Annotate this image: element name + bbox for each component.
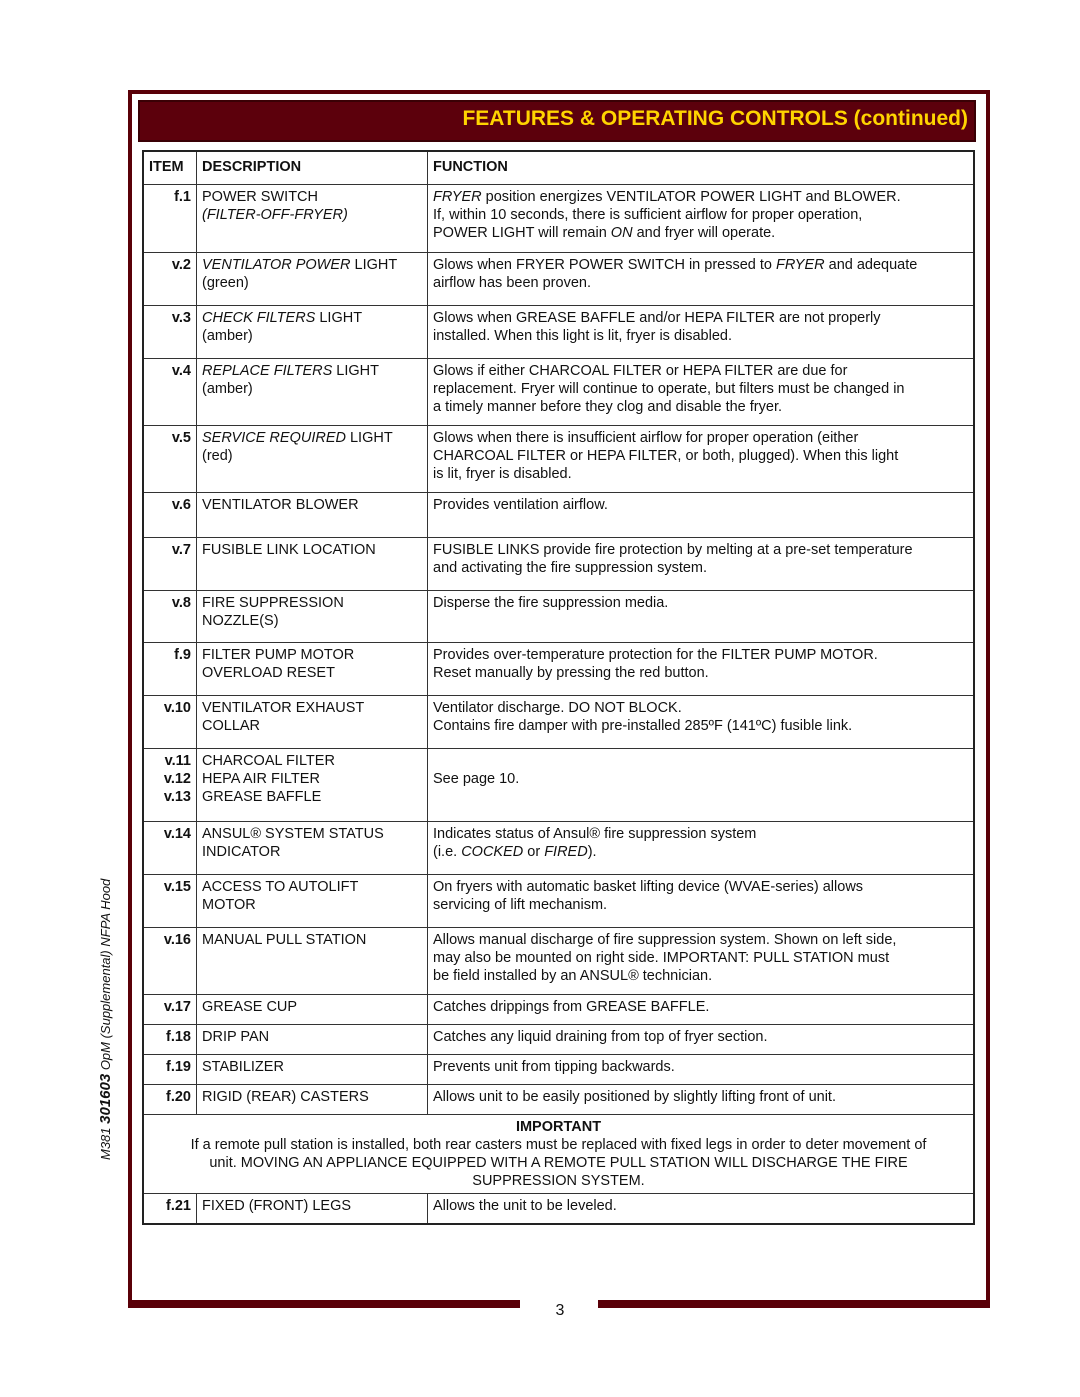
frame-left-border [128, 90, 132, 1308]
page-title: FEATURES & OPERATING CONTROLS (continued) [462, 107, 968, 130]
frame-bottom-right-border [598, 1300, 990, 1308]
function-cell: See page 10. [428, 749, 975, 822]
description-cell: FIXED (FRONT) LEGS [197, 1194, 428, 1224]
frame-bottom-left-border [128, 1300, 520, 1308]
header-description: DESCRIPTION [197, 151, 428, 185]
table-row [143, 185, 974, 253]
table-row [143, 822, 974, 875]
header-item: ITEM [143, 151, 197, 185]
item-code: v.4 [143, 359, 197, 426]
important-notice: IMPORTANT If a remote pull station is installed, both rear casters must be replaced with fixed legs in order to deter movement of unit. MOVING AN APPLIANCE EQUIPPED WITH A REMOTE PULL STATION WILL DISCHARGE THE FIRE SUPPRESSION SYSTEM. [143, 1115, 974, 1194]
function-cell: Allows unit to be easily positioned by slightly lifting front of unit. [428, 1085, 975, 1115]
frame-top-border [128, 90, 990, 94]
description-cell: CHECK FILTERS LIGHT (amber) [197, 306, 428, 359]
function-cell: Disperse the fire suppression media. [428, 591, 975, 643]
function-cell: FRYER position energizes VENTILATOR POWER LIGHT and BLOWER. If, within 10 seconds, there is sufficient airflow for proper operation, POWER LIGHT will remain ON and fryer will operate. [428, 185, 975, 253]
item-code: f.1 [143, 185, 197, 253]
item-code: v.2 [143, 253, 197, 306]
function-cell: Provides ventilation airflow. [428, 493, 975, 538]
item-code: f.21 [143, 1194, 197, 1224]
item-code: v.6 [143, 493, 197, 538]
function-cell: Glows if either CHARCOAL FILTER or HEPA FILTER are due for replacement. Fryer will continue to operate, but filters must be changed in a timely manner before they clog and disable the fryer. [428, 359, 975, 426]
description-cell: SERVICE REQUIRED LIGHT (red) [197, 426, 428, 493]
item-code: v.17 [143, 995, 197, 1025]
item-code: v.16 [143, 928, 197, 995]
table-row [143, 995, 974, 1025]
table-row [143, 749, 974, 822]
function-cell: Prevents unit from tipping backwards. [428, 1055, 975, 1085]
description-cell: POWER SWITCH (FILTER-OFF-FRYER) [197, 185, 428, 253]
table-row [143, 1055, 974, 1085]
function-cell: Allows the unit to be leveled. [428, 1194, 975, 1224]
description-cell: FILTER PUMP MOTOR OVERLOAD RESET [197, 643, 428, 696]
table-row [143, 875, 974, 928]
table-row [143, 928, 974, 995]
item-code: f.19 [143, 1055, 197, 1085]
description-cell: CHARCOAL FILTER HEPA AIR FILTER GREASE BAFFLE [197, 749, 428, 822]
description-cell: VENTILATOR BLOWER [197, 493, 428, 538]
table-row [143, 1025, 974, 1055]
function-cell: Provides over-temperature protection for the FILTER PUMP MOTOR. Reset manually by pressing the red button. [428, 643, 975, 696]
table-row [143, 493, 974, 538]
document-code-sidebar: M381 301603 OpM (Supplemental) NFPA Hood [97, 878, 114, 1160]
description-cell: VENTILATOR EXHAUST COLLAR [197, 696, 428, 749]
function-cell: Ventilator discharge. DO NOT BLOCK. Contains fire damper with pre-installed 285ºF (141ºC) fusible link. [428, 696, 975, 749]
description-cell: GREASE CUP [197, 995, 428, 1025]
description-cell: REPLACE FILTERS LIGHT (amber) [197, 359, 428, 426]
item-code: v.8 [143, 591, 197, 643]
description-cell: MANUAL PULL STATION [197, 928, 428, 995]
important-notice-row [143, 1115, 974, 1194]
item-code: f.18 [143, 1025, 197, 1055]
item-code: f.9 [143, 643, 197, 696]
function-cell: FUSIBLE LINKS provide fire protection by melting at a pre-set temperature and activating the fire suppression system. [428, 538, 975, 591]
page-number: 3 [555, 1302, 565, 1319]
important-title: IMPORTANT [515, 1119, 602, 1135]
table-row [143, 359, 974, 426]
table-row [143, 538, 974, 591]
item-code: v.11 v.12 v.13 [143, 749, 197, 822]
table-row [143, 591, 974, 643]
function-cell: Catches drippings from GREASE BAFFLE. [428, 995, 975, 1025]
frame-right-border [986, 90, 990, 1308]
description-cell: ANSUL® SYSTEM STATUS INDICATOR [197, 822, 428, 875]
description-cell: DRIP PAN [197, 1025, 428, 1055]
table-row [143, 1194, 974, 1224]
page-header-bar [138, 100, 976, 142]
description-cell: RIGID (REAR) CASTERS [197, 1085, 428, 1115]
function-cell: Allows manual discharge of fire suppression system. Shown on left side, may also be mounted on right side. IMPORTANT: PULL STATION must be field installed by an ANSUL® technician. [428, 928, 975, 995]
description-cell: STABILIZER [197, 1055, 428, 1085]
item-code: v.10 [143, 696, 197, 749]
features-table [142, 150, 975, 1225]
description-cell: FUSIBLE LINK LOCATION [197, 538, 428, 591]
description-cell: ACCESS TO AUTOLIFT MOTOR [197, 875, 428, 928]
table-row [143, 426, 974, 493]
item-code: v.7 [143, 538, 197, 591]
function-cell: Glows when FRYER POWER SWITCH in pressed to FRYER and adequate airflow has been proven. [428, 253, 975, 306]
description-cell: FIRE SUPPRESSION NOZZLE(S) [197, 591, 428, 643]
table-row [143, 1085, 974, 1115]
item-code: f.20 [143, 1085, 197, 1115]
table-row [143, 306, 974, 359]
description-cell: VENTILATOR POWER LIGHT (green) [197, 253, 428, 306]
item-code: v.3 [143, 306, 197, 359]
table-row [143, 696, 974, 749]
function-cell: Glows when GREASE BAFFLE and/or HEPA FILTER are not properly installed. When this light is lit, fryer is disabled. [428, 306, 975, 359]
table-header-row [143, 151, 974, 185]
table-row [143, 643, 974, 696]
header-function: FUNCTION [428, 151, 975, 185]
item-code: v.5 [143, 426, 197, 493]
item-code: v.14 [143, 822, 197, 875]
function-cell: Indicates status of Ansul® fire suppression system (i.e. COCKED or FIRED). [428, 822, 975, 875]
function-cell: On fryers with automatic basket lifting device (WVAE-series) allows servicing of lift mechanism. [428, 875, 975, 928]
function-cell: Glows when there is insufficient airflow for proper operation (either CHARCOAL FILTER or HEPA FILTER, or both, plugged). When this light is lit, fryer is disabled. [428, 426, 975, 493]
item-code: v.15 [143, 875, 197, 928]
table-row [143, 253, 974, 306]
function-cell: Catches any liquid draining from top of fryer section. [428, 1025, 975, 1055]
